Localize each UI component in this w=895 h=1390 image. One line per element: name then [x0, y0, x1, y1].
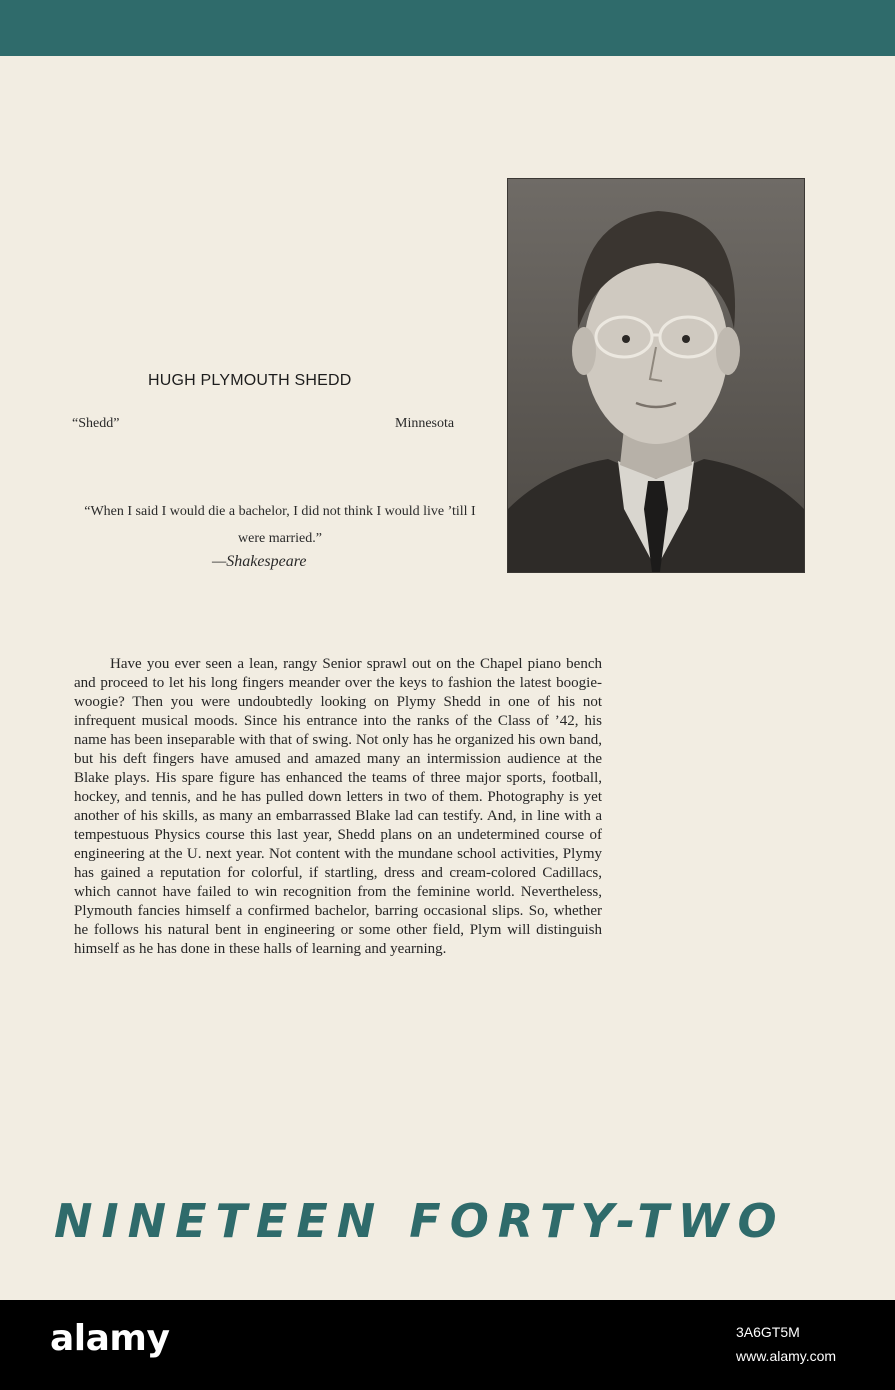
senior-quote: “When I said I would die a bachelor, I did not think I would live ’till I were married.” [84, 504, 476, 546]
quote-attribution: —Shakespeare [212, 553, 307, 570]
alamy-logo: alamy [50, 1318, 170, 1359]
top-color-band [0, 0, 895, 56]
biography [74, 655, 602, 959]
watermark-url: www.alamy.com [736, 1348, 837, 1364]
class-year-footer: NINETEEN FORTY-TWO [54, 1194, 786, 1248]
biography-paragraph: Have you ever seen a lean, rangy Senior sprawl out on the Chapel piano bench and proceed to let his long fingers meander over the keys to fashion the latest boogie-woogie? Then you were undoubtedly looking on Plymy Shedd in one of his not infrequent musical moods. Since his entrance into the ranks of the Class of ’42, his name has been inseparable with that of swing. Not only has he organized his own band, but his deft fingers have amused and amazed many an intermission audience at the Blake plays. His spare figure has enhanced the teams of three major sports, football, hockey, and tennis, and he has pulled down letters in two of them. Photography is yet another of his skills, as many an embarrassed Blake lad can testify. And, in line with a tempestuous Physics course this last year, Shedd plans on an undetermined course of engineering at the U. next year. Not content with the mundane school activities, Plymy has gained a reputation for colorful, if startling, dress and cream-colored Cadillacs, which cannot have failed to win recognition from the feminine world. Nevertheless, Plymouth fancies himself a confirmed bachelor, barring occasional slips. So, whether he follows his natural bent in engineering or some other field, Plym will distinguish himself as he has done in these halls of learning and yearning. [74, 656, 602, 957]
student-name: HUGH PLYMOUTH SHEDD [148, 372, 352, 389]
image-id: 3A6GT5M [736, 1324, 800, 1340]
portrait-photo [507, 178, 805, 573]
student-nickname: “Shedd” [72, 416, 120, 431]
student-home-state: Minnesota [395, 416, 455, 431]
